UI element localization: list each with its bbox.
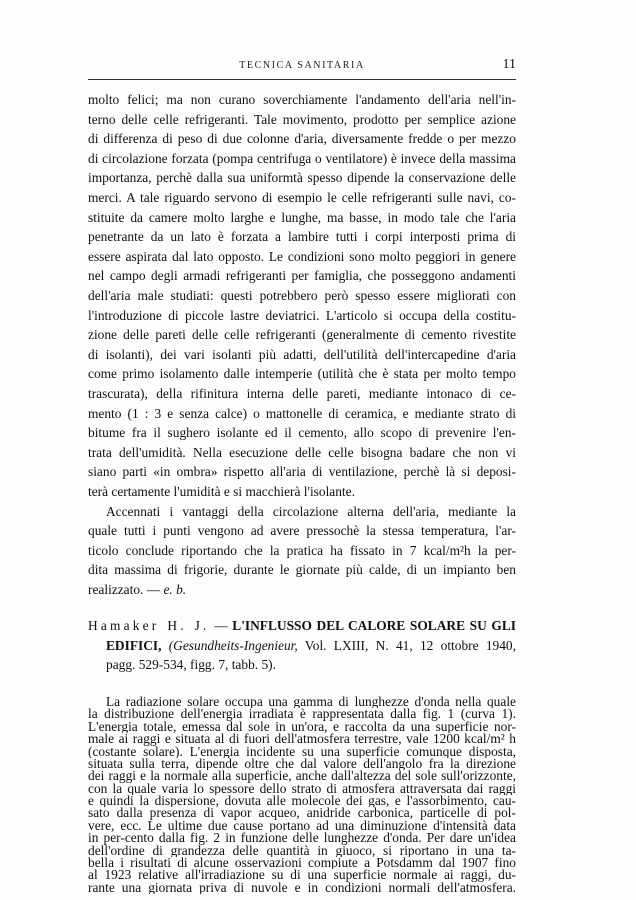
text-line: essere aspirata dal lato opposto. Le condizioni sono molto peggiori in genere — [88, 248, 516, 264]
text-line: vere, ecc. Le ultime due cause portano ad una diminuzione d'intensità data — [88, 819, 516, 833]
text-line: al 1923 relative all'irradiazione su di una superficie normale ai raggi, du- — [88, 869, 516, 882]
citation-line: pagg. 529-534, figg. 7, tabb. 5). — [106, 657, 276, 673]
citation-line — [88, 616, 516, 636]
text-line: Accennati i vantaggi della circolazione alterna dell'aria, mediante la — [106, 503, 516, 519]
text-line: terà certamente l'umidità e si macchierà l'isolante. — [88, 483, 355, 499]
text-line: sato dalla presenza di vapor acqueo, anidride carbonica, particelle di pol- — [88, 807, 516, 820]
citation-dash: — — [209, 618, 233, 633]
text-line: di circolazione forzata (pompa centrifuga o ventilatore) è invece della massima — [88, 150, 516, 166]
text-line: dell'ordine di grandezza delle quantità in giuoco, si riportano in una ta- — [88, 844, 516, 857]
text-line — [88, 580, 516, 600]
page-number: 11 — [502, 57, 516, 72]
citation-title: L'INFLUSSO DEL CALORE SOLARE SU GLI — [232, 618, 516, 633]
text-line: La radiazione solare occupa una gamma di lunghezze d'onda nella quale — [106, 696, 516, 709]
text-line: trascurata), della rifinitura interna delle pareti, mediante intonaco di ce- — [88, 385, 516, 401]
running-title: TECNICA SANITARIA — [239, 60, 365, 71]
page-header — [88, 58, 516, 78]
text-line: come primo isolamento dalle intemperie (utilità che è stata per molto tempo — [88, 366, 516, 382]
citation-journal: (Gesundheits-Ingenieur, — [168, 637, 298, 653]
text-line: dita massima di frigorie, durante le giornate più calde, di un impianto ben — [88, 562, 516, 578]
text-line: la distribuzione dell'energia irradiata è rappresentata dalla fig. 1 (curva 1). — [88, 708, 516, 721]
text-line: importanza, perchè dalla sua uniformtà spesso dipende la conservazione delle — [88, 170, 516, 186]
text-line: stituite da camere molto larghe e lunghe, ma basse, in modo tale che l'aria — [88, 209, 516, 225]
reviewer-signature: e. b. — [163, 581, 187, 597]
text-line: (costante solare). L'energia incidente su una superficie comunque disposta, — [88, 745, 516, 758]
text-line: situata sulla terra, dipende oltre che dal valore dell'angolo fra la direzione — [88, 757, 516, 771]
text-line: con la quale varia lo spessore dello strato di atmosfera attraversata dai raggi — [88, 782, 516, 795]
text-line: merci. A tale riguardo servono di esempio le celle refrigeranti sulle navi, co- — [88, 189, 516, 205]
text-line: molto felici; ma non curano soverchiamente l'andamento dell'aria nell'in- — [88, 92, 516, 107]
text-line: bitume fra il sughero isolante ed il cemento, allo scopo di prevenire l'en- — [88, 425, 516, 441]
text-line: e quindi la dispersione, dovuta alle molecole dei gas, e l'assorbimento, cau- — [88, 795, 516, 808]
text-line: male ai raggi e situata al di fuori dell'atmosfera terrestre, vale 1200 kcal/m² h — [88, 733, 516, 746]
text-line: quale tutti i punti vengono ad avere pressochè la stessa temperatura, l'ar- — [88, 523, 516, 539]
text-line: L'energia totale, emessa dal sole in un'ora, e raccolta da una superficie nor- — [88, 720, 516, 734]
paragraph-conclusion — [88, 502, 516, 600]
citation-title-cont: EDIFICI, — [106, 637, 162, 653]
closing-text: realizzato. — — [88, 581, 164, 597]
citation-author: Hamaker H. J. — [88, 618, 210, 633]
text-line: nel campo degli armadi refrigeranti per famiglia, che posseggono andamenti — [88, 268, 516, 284]
text-line: dei raggi e la normale alla superficie, anche dall'altezza del sole sull'orizzonte, — [88, 770, 516, 783]
text-line: trata dell'umidità. Nella esecuzione delle celle bisogna badare che non vi — [88, 444, 516, 460]
citation-block — [88, 616, 516, 675]
paragraph-cold-storage — [88, 90, 516, 501]
text-line: siano parti «in ombra» rispetto all'aria di ventilazione, perchè là si deposi- — [88, 464, 516, 480]
text-line: in per-cento dalla fig. 2 in funzione delle lunghezze d'onda. Per dare un'idea — [88, 832, 516, 845]
text-line: bella i risultati di alcune osservazioni compiute a Potsdamm dal 1907 fino — [88, 856, 516, 870]
citation-details: Vol. LXIII, N. 41, 12 ottobre 1940, — [297, 637, 516, 653]
text-line: di differenza di peso di due colonne d'aria, diversamente fredde o per mezzo — [88, 131, 516, 147]
text-line: di isolanti), dei vari isolanti più adatti, dell'utilità dell'intercapedine d'aria — [88, 346, 516, 362]
text-line: rante una giornata priva di nuvole e in condizioni normali dell'atmosfera. — [88, 881, 516, 894]
header-rule — [88, 79, 516, 80]
text-line: zione delle pareti delle celle refrigeranti (generalmente di cemento rivestite — [88, 327, 516, 343]
text-line: dell'aria male studiati: questi potrebbero però spesso essere migliorati con — [88, 287, 516, 303]
text-line: mento (1 : 3 e senza calce) o mattonelle di ceramica, e mediante strato di — [88, 405, 516, 421]
paragraph-solar-radiation — [88, 696, 516, 894]
text-line: ticolo conclude riportando che la pratica ha fissato in 7 kcal/m²h la per- — [88, 542, 516, 558]
text-line: terno delle celle refrigeranti. Tale movimento, prodotto per semplice azione — [88, 111, 516, 127]
text-line: l'introduzione di piccole lastre deviatrici. L'articolo si occupa della costitu- — [88, 307, 516, 323]
citation-line — [88, 636, 516, 656]
text-line: penetrante da un lato è forzata a lambire tutti i corpi interposti prima di — [88, 229, 516, 245]
